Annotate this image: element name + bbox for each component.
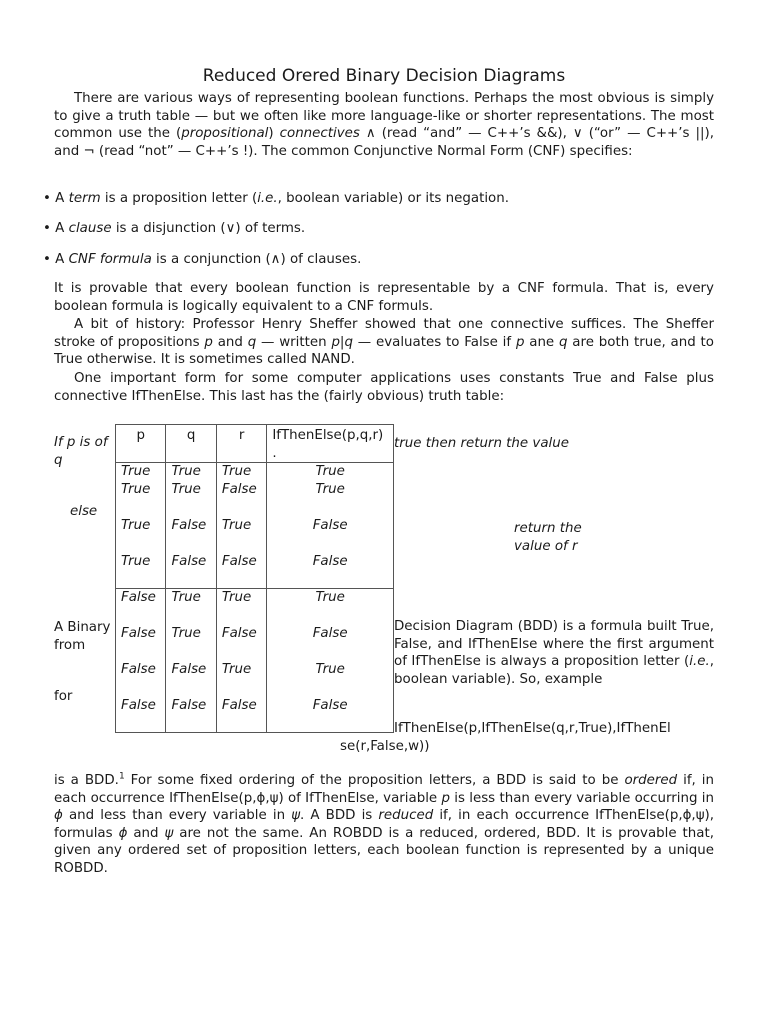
truth-table	[115, 424, 394, 733]
bullet-marker: • A	[43, 191, 69, 206]
var-p: p	[204, 334, 213, 350]
cell-text: False	[171, 697, 207, 713]
bdd-text: Decision Diagram (BDD) is a formula built True, False, and IfThenElse where the first argument of IfThenElse is always a proposition letter (	[394, 619, 714, 670]
table-row	[116, 481, 394, 517]
cell-text: False	[121, 590, 156, 606]
cnf-paragraph: It is provable that every boolean function is representable by a CNF formula. That is, every boolean formula is logically equivalent to a CNF formuls.	[54, 281, 714, 314]
sheffer-text: and	[212, 334, 248, 350]
side-true-then: true then return the value	[394, 436, 569, 451]
bullet-marker: • A	[43, 221, 69, 236]
bullet-text: is a conjunction (∧) of clauses.	[151, 252, 362, 267]
bullet-italic: i.e.	[257, 191, 278, 206]
bullet-term-word: CNF formula	[68, 252, 152, 267]
header-r: r	[216, 425, 266, 463]
cell	[216, 625, 266, 661]
robdd-text: is a BDD.	[54, 773, 119, 788]
cell-text: False	[121, 625, 156, 641]
robdd-paragraph	[54, 772, 714, 878]
cell: False	[267, 697, 394, 733]
cell-text: False	[221, 481, 257, 497]
cell	[166, 553, 216, 589]
cell: True	[267, 481, 394, 517]
robdd-text: is less than every variable occurring in	[449, 790, 714, 806]
bullet-text: is a disjunction (∨) of terms.	[111, 221, 306, 236]
sheffer-text: — evaluates to False if	[352, 334, 516, 350]
cell: True	[116, 553, 166, 589]
robdd-text: if, in each occurrence IfThenElse(p,ϕ,ψ), formulas	[54, 808, 715, 841]
cell: True	[216, 589, 266, 625]
cell	[216, 697, 266, 733]
intro-italic-2: connectives	[279, 126, 360, 142]
table-row	[116, 697, 394, 733]
cell: True	[267, 589, 394, 625]
intro-text-2: )	[268, 126, 280, 142]
cell: True	[116, 463, 166, 481]
var-phi: ϕ	[54, 808, 63, 824]
bdd-ie: i.e.	[689, 654, 710, 670]
page-title: Reduced Orered Binary Decision Diagrams	[202, 66, 566, 86]
var-p: p	[515, 334, 525, 350]
side-if-p: If p is of q	[54, 435, 108, 468]
bullet-text-2: , boolean variable) or its negation.	[277, 191, 509, 206]
bullet-marker: • A	[43, 252, 69, 267]
table-row	[116, 517, 394, 553]
cell: True	[216, 517, 266, 553]
cell-text: False	[121, 697, 156, 713]
table-row	[116, 553, 394, 589]
sheffer-text: — written	[256, 334, 332, 350]
cell-text: False	[221, 697, 257, 713]
cell: True	[166, 589, 216, 625]
sheffer-text: ane	[524, 334, 559, 350]
bdd-definition	[394, 618, 714, 688]
term-reduced: reduced	[378, 808, 434, 824]
sheffer-paragraph	[54, 316, 714, 369]
cell-text: False	[171, 553, 207, 569]
cell	[116, 589, 166, 625]
table-header-row	[116, 425, 394, 463]
cell: True	[267, 661, 394, 697]
term-ordered: ordered	[624, 773, 678, 788]
var-psi: ψ	[164, 825, 174, 841]
side-for: for	[54, 689, 73, 704]
bullet-term-word: clause	[68, 221, 112, 236]
robdd-text: and	[127, 825, 165, 841]
robdd-text: and less than every variable in	[62, 808, 292, 824]
bdd-text-2: , boolean variable). So, example	[394, 654, 714, 687]
var-p: p	[441, 790, 450, 806]
header-p: p	[116, 425, 166, 463]
bullet-clause	[43, 220, 723, 238]
sheffer-text: are both true, and to True otherwise. It is sometimes called NAND.	[54, 334, 714, 368]
table-row	[116, 589, 394, 625]
bullet-term-word: term	[68, 191, 101, 206]
side-a-binary: A Binary from	[54, 620, 111, 653]
var-psi: ψ	[291, 808, 301, 824]
var-q: q	[247, 334, 257, 350]
cell: True	[166, 463, 216, 481]
cell: False	[267, 553, 394, 589]
cell	[166, 661, 216, 697]
side-else: else	[70, 504, 98, 519]
cell: True	[166, 481, 216, 517]
cell-text: False	[221, 553, 257, 569]
cell: True	[216, 463, 266, 481]
cell	[116, 697, 166, 733]
cell	[166, 517, 216, 553]
header-q: q	[166, 425, 216, 463]
cell: True	[116, 517, 166, 553]
intro-italic-1: propositional	[181, 126, 269, 142]
robdd-text: For some fixed ordering of the proposition letters, a BDD is said to be	[124, 773, 625, 788]
side-return-r: return the value of r	[514, 521, 582, 554]
bdd-formula-line-2: se(r,False,w))	[340, 739, 430, 754]
footnote-marker: 1	[118, 771, 125, 782]
intro-paragraph	[54, 90, 714, 160]
cell: True	[267, 463, 394, 481]
bullet-text: is a proposition letter (	[100, 191, 258, 206]
robdd-text: if, in each occurrence IfThenElse(p,ϕ,ψ) of IfThenElse, variable	[54, 773, 714, 806]
intro-text-1: There are various ways of representing boolean functions. Perhaps the most obvious is simply to give a truth table — but we often like more language-like or shorter representations. The most common use the (	[54, 91, 714, 142]
cell-text: False	[171, 517, 207, 533]
cell	[166, 697, 216, 733]
cell	[116, 661, 166, 697]
bdd-formula-line-1: IfThenElse(p,IfThenElse(q,r,True),IfThenEl	[394, 721, 671, 736]
var-phi: ϕ	[118, 825, 128, 841]
bullet-term	[43, 190, 723, 208]
cell: True	[116, 481, 166, 517]
robdd-text: are not the same. An ROBDD is a reduced, ordered, BDD. It is provable that, given any ordered set of proposition letters, each boolean function is represented by a unique ROBDD.	[54, 825, 714, 876]
intro-text-3: ∧ (read “and” — C++’s &&), ∨ (“or” — C++’s ||), and ¬ (read “not” — C++’s !). The common Conjunctive Normal Form (CNF) specifies:	[54, 126, 715, 159]
table-row	[116, 661, 394, 697]
cell	[116, 625, 166, 661]
cell-text: False	[171, 661, 207, 677]
table-row	[116, 463, 394, 481]
header-ifthenelse: IfThenElse(p,q,r) .	[267, 425, 394, 463]
cell	[216, 553, 266, 589]
ifthenelse-paragraph: One important form for some computer applications uses constants True and False plus connective IfThenElse. This last has the (fairly obvious) truth table:	[54, 371, 714, 404]
cell: True	[166, 625, 216, 661]
cell-text: False	[121, 661, 156, 677]
cell: False	[267, 517, 394, 553]
sheffer-text: A bit of history: Professor Henry Sheffer showed that one connective suffices. The Sheffer stroke of propositions	[54, 317, 714, 350]
var-q: q	[558, 334, 568, 350]
cell-text: False	[221, 625, 257, 641]
table-row	[116, 625, 394, 661]
cell: True	[216, 661, 266, 697]
sheffer-stroke: p|q	[331, 334, 353, 350]
cell	[216, 481, 266, 517]
cell: False	[267, 625, 394, 661]
robdd-text: . A BDD is	[300, 808, 379, 824]
bullet-cnf	[43, 251, 723, 269]
